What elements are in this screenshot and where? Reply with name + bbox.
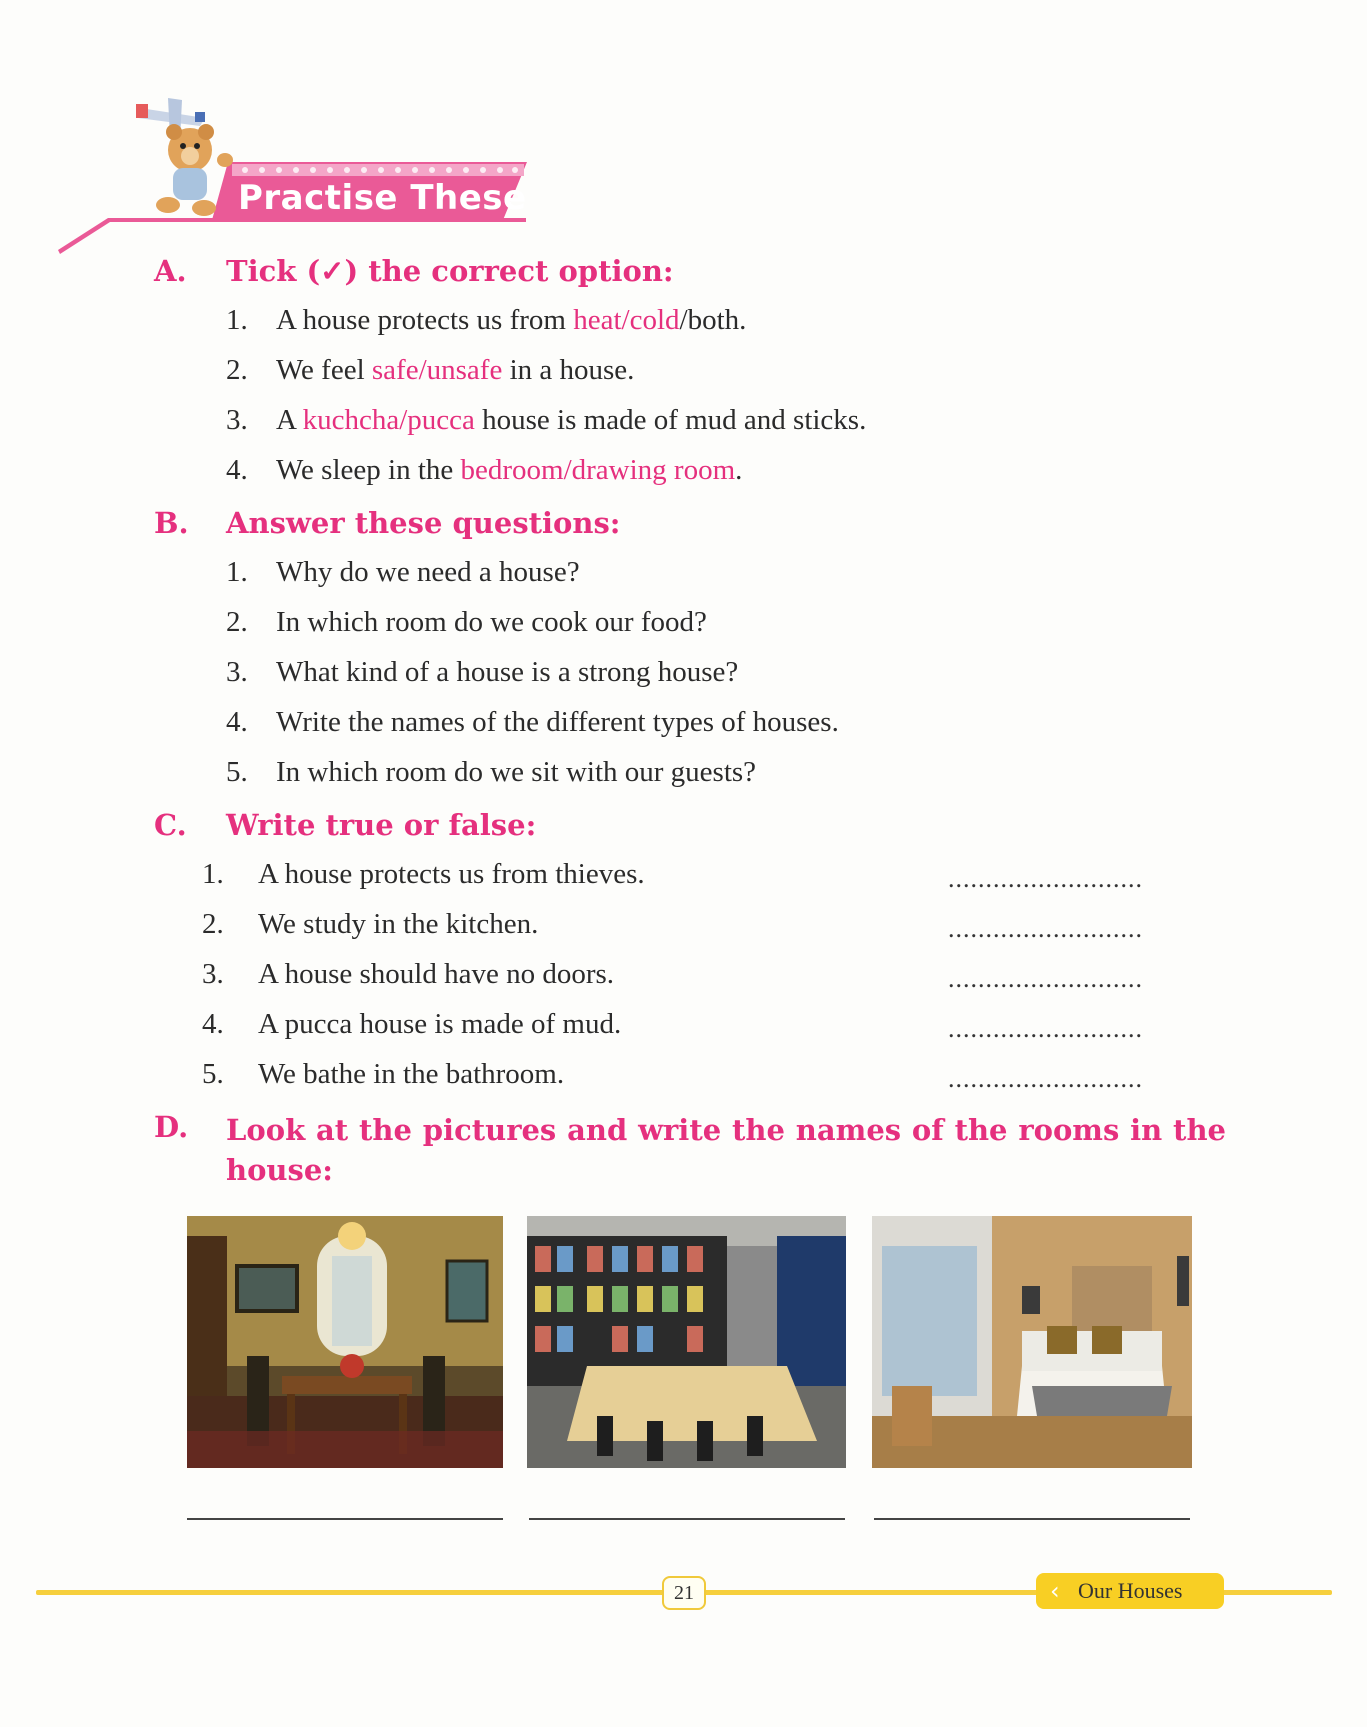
answer-blank[interactable]: .......................... — [948, 1014, 1143, 1043]
item-number: 4. — [202, 1008, 224, 1040]
item-text: What kind of a house is a strong house? — [276, 656, 739, 688]
chevron-left-icon: ‹ — [1050, 1577, 1060, 1605]
section-letter: A. — [154, 254, 187, 288]
section-title: Look at the pictures and write the names of the rooms in the house: — [226, 1113, 1226, 1187]
dining-room-photo — [187, 1216, 503, 1468]
list-item — [226, 304, 746, 337]
item-text: In which room do we cook our food? — [276, 606, 707, 638]
item-text: Why do we need a house? — [276, 556, 580, 588]
list-item — [202, 908, 538, 941]
banner-title: Practise These — [238, 178, 527, 218]
item-number: 5. — [202, 1058, 224, 1090]
answer-line[interactable] — [874, 1518, 1190, 1520]
section-a-heading — [154, 254, 674, 288]
section-letter: B. — [154, 506, 189, 540]
option-choice: bedroom/drawing room — [460, 454, 736, 486]
banner-underline — [58, 218, 526, 254]
practise-header — [0, 0, 1367, 270]
item-text: We sleep in the bedroom/drawing room. — [276, 454, 743, 486]
item-text: We study in the kitchen. — [258, 908, 539, 940]
page-number: 21 — [662, 1576, 706, 1610]
section-letter: C. — [154, 808, 187, 842]
section-b-heading — [154, 506, 621, 540]
answer-blank[interactable]: .......................... — [948, 864, 1143, 893]
item-text: A house should have no doors. — [258, 958, 615, 990]
list-item — [226, 756, 756, 789]
chapter-tab[interactable] — [1036, 1573, 1224, 1609]
answer-blank[interactable]: .......................... — [948, 914, 1143, 943]
section-title: Write true or false: — [226, 808, 537, 842]
library-photo — [527, 1216, 846, 1468]
item-number: 3. — [226, 404, 248, 436]
answer-line[interactable] — [187, 1518, 503, 1520]
item-number: 1. — [226, 304, 248, 336]
section-letter: D. — [154, 1110, 189, 1144]
list-item — [226, 706, 839, 739]
list-item — [226, 354, 634, 387]
banner-graphic — [0, 0, 1367, 270]
list-item — [226, 606, 707, 639]
item-number: 1. — [202, 858, 224, 890]
list-item — [202, 1008, 621, 1041]
answer-blank[interactable]: .......................... — [948, 1064, 1143, 1093]
item-text: A house protects us from thieves. — [258, 858, 645, 890]
item-number: 2. — [226, 606, 248, 638]
answer-line[interactable] — [529, 1518, 845, 1520]
list-item — [226, 556, 580, 589]
list-item — [202, 1058, 564, 1091]
section-title: Tick (✓) the correct option: — [226, 254, 674, 288]
item-text: A pucca house is made of mud. — [258, 1008, 622, 1040]
chapter-title: Our Houses — [1078, 1578, 1183, 1603]
list-item — [226, 656, 738, 689]
section-c-heading — [154, 808, 536, 842]
item-text: A house protects us from heat/cold/both. — [276, 304, 747, 336]
item-number: 5. — [226, 756, 248, 788]
item-number: 4. — [226, 706, 248, 738]
option-choice: safe/unsafe — [371, 354, 503, 386]
item-text: In which room do we sit with our guests? — [276, 756, 757, 788]
item-number: 4. — [226, 454, 248, 486]
item-text: We feel safe/unsafe in a house. — [276, 354, 635, 386]
section-title: Answer these questions: — [226, 506, 621, 540]
option-choice: heat/cold — [573, 304, 680, 336]
item-text: We bathe in the bathroom. — [258, 1058, 565, 1090]
item-number: 3. — [226, 656, 248, 688]
item-text: A kuchcha/pucca house is made of mud and sticks. — [276, 404, 867, 436]
list-item — [202, 958, 614, 991]
option-choice: kuchcha/pucca — [302, 404, 475, 436]
list-item — [226, 454, 742, 487]
list-item — [202, 858, 645, 891]
item-number: 2. — [226, 354, 248, 386]
section-d-heading — [154, 1110, 1226, 1190]
item-text: Write the names of the different types of houses. — [276, 706, 839, 738]
answer-blank[interactable]: .......................... — [948, 964, 1143, 993]
item-number: 3. — [202, 958, 224, 990]
list-item — [226, 404, 866, 437]
bedroom-photo — [872, 1216, 1192, 1468]
item-number: 2. — [202, 908, 224, 940]
item-number: 1. — [226, 556, 248, 588]
